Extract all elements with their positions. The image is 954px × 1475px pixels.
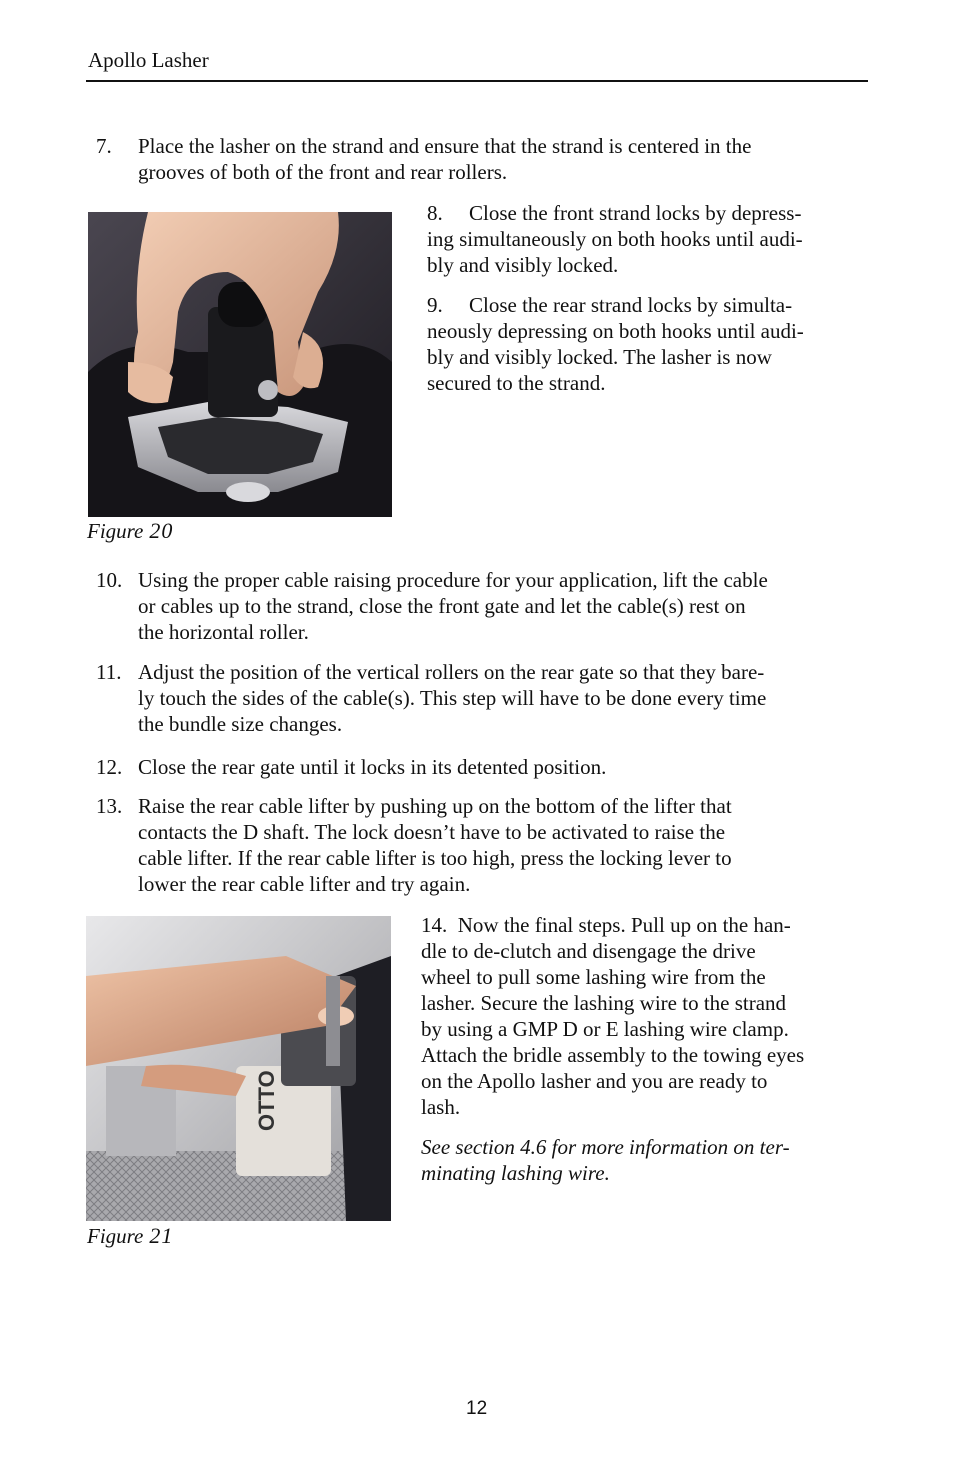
- step-line: 9. Close the rear strand locks by simulta-: [427, 293, 793, 317]
- step-line: Raise the rear cable lifter by pushing up on the bottom of the lifter that: [138, 794, 732, 818]
- step-number: 10.: [96, 568, 123, 592]
- figure-label: Figure: [87, 519, 144, 543]
- step-line: cable lifter. If the rear cable lifter is too high, press the locking lever to: [138, 846, 732, 870]
- step-line: on the Apollo lasher and you are ready to: [421, 1069, 768, 1093]
- step-line: 8. Close the front strand locks by depress-: [427, 201, 802, 225]
- step-line: neously depressing on both hooks until audi-: [427, 319, 804, 343]
- step-14: [421, 912, 871, 1120]
- step-number: 9.: [427, 293, 443, 317]
- header-rule: [86, 80, 868, 82]
- figure-number: 20: [149, 518, 174, 543]
- step-line: bly and visibly locked. The lasher is now: [427, 345, 772, 369]
- step-line: Adjust the position of the vertical rollers on the rear gate so that they bare-: [138, 660, 765, 684]
- figure-21-caption: [87, 1223, 173, 1249]
- step-line: lash.: [421, 1095, 461, 1119]
- step-line: ly touch the sides of the cable(s). This step will have to be done every time: [138, 686, 767, 710]
- step-9: [427, 292, 867, 396]
- step-number: 14.: [421, 913, 448, 937]
- figure-label: Figure: [87, 1224, 144, 1248]
- step-line: Place the lasher on the strand and ensure that the strand is centered in the: [138, 134, 752, 158]
- step-line: Attach the bridle assembly to the towing eyes: [421, 1043, 805, 1067]
- step-8: [427, 200, 867, 278]
- step-line: dle to de-clutch and disengage the drive: [421, 939, 756, 963]
- section-note: [421, 1134, 871, 1186]
- step-line: lower the rear cable lifter and try again.: [138, 872, 471, 896]
- product-label: OTTO: [254, 1070, 279, 1131]
- figure-number: 21: [149, 1223, 174, 1248]
- step-line: lasher. Secure the lashing wire to the strand: [421, 991, 787, 1015]
- step-line: bly and visibly locked.: [427, 253, 619, 277]
- figure-21-photo: [86, 916, 391, 1221]
- step-number: 13.: [96, 794, 123, 818]
- page-number: 12: [466, 1398, 488, 1419]
- step-line: ing simultaneously on both hooks until audi-: [427, 227, 803, 251]
- step-line: or cables up to the strand, close the front gate and let the cable(s) rest on: [138, 594, 746, 618]
- step-line: Using the proper cable raising procedure for your application, lift the cable: [138, 568, 768, 592]
- step-line: contacts the D shaft. The lock doesn’t have to be activated to raise the: [138, 820, 726, 844]
- step-line: grooves of both of the front and rear rollers.: [138, 160, 508, 184]
- figure-20-caption: [87, 518, 173, 544]
- step-line: 14. Now the final steps. Pull up on the han-: [421, 913, 791, 937]
- page-header: Apollo Lasher: [88, 48, 209, 72]
- step-line: the bundle size changes.: [138, 712, 343, 736]
- step-number: 11.: [96, 660, 122, 684]
- step-line: by using a GMP D or E lashing wire clamp.: [421, 1017, 789, 1041]
- step-line: secured to the strand.: [427, 371, 606, 395]
- note-line: See section 4.6 for more information on ter-: [421, 1135, 790, 1159]
- step-number: 12.: [96, 755, 123, 779]
- figure-20-photo: [88, 212, 392, 517]
- step-line: Close the rear gate until it locks in its detented position.: [138, 755, 607, 779]
- step-line: the horizontal roller.: [138, 620, 309, 644]
- step-number: 8.: [427, 201, 443, 225]
- note-line: minating lashing wire.: [421, 1161, 610, 1185]
- step-number: 7.: [96, 134, 112, 158]
- step-line: wheel to pull some lashing wire from the: [421, 965, 766, 989]
